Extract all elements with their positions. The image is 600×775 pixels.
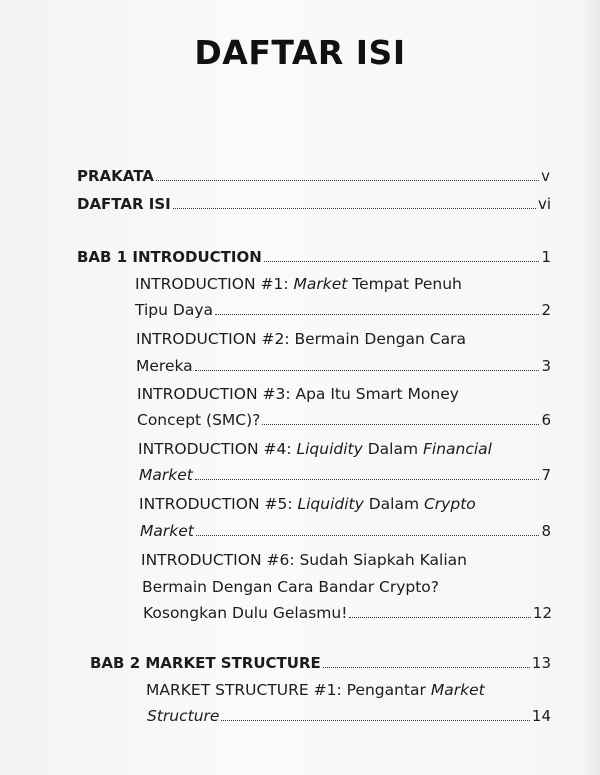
toc-subentry-market-structure-1[interactable]: Structure 14 — [147, 707, 551, 725]
toc-chapter-bab-1[interactable] — [77, 247, 551, 267]
toc-subentry-line[interactable]: INTRODUCTION #5: Liquidity Dalam Crypto — [139, 495, 476, 513]
toc-subentry-line[interactable]: INTRODUCTION #2: Bermain Dengan Cara — [136, 330, 466, 348]
toc-subentry-intro-6[interactable]: Kosongkan Dulu Gelasmu! 12 — [143, 604, 552, 622]
dot-leader — [323, 654, 530, 668]
toc-page-number: 6 — [541, 411, 551, 429]
dot-leader — [195, 357, 540, 371]
toc-subentry-line[interactable]: INTRODUCTION #1: Market Tempat Penuh — [135, 275, 462, 293]
toc-page-number: 7 — [541, 466, 551, 484]
dot-leader — [264, 248, 540, 262]
dot-leader — [221, 707, 529, 721]
dot-leader — [262, 411, 539, 425]
toc-subentry-line[interactable]: Bermain Dengan Cara Bandar Crypto? — [142, 578, 440, 596]
toc-entry-daftar-isi[interactable] — [77, 194, 551, 214]
toc-page-number: v — [541, 167, 550, 185]
toc-subentry-line[interactable]: MARKET STRUCTURE #1: Pengantar Market — [146, 681, 485, 699]
page-spine-shadow — [582, 0, 600, 775]
toc-entry-label: DAFTAR ISI — [77, 195, 171, 213]
toc-page-number: 8 — [541, 522, 551, 540]
toc-subentry-line[interactable]: INTRODUCTION #4: Liquidity Dalam Financial — [138, 440, 492, 458]
dot-leader — [195, 466, 540, 480]
dot-leader — [173, 195, 536, 209]
toc-chapter-label: BAB 2 MARKET STRUCTURE — [90, 654, 321, 672]
dot-leader — [196, 522, 540, 536]
toc-entry-prakata[interactable] — [77, 166, 550, 186]
dot-leader — [156, 167, 539, 181]
toc-page-number: 2 — [541, 301, 551, 319]
dot-leader — [215, 301, 539, 315]
toc-subentry-intro-1[interactable]: Tipu Daya 2 — [135, 301, 551, 319]
toc-page-number: 1 — [541, 248, 551, 266]
toc-page-number: 13 — [531, 654, 551, 672]
toc-subentry-line[interactable]: INTRODUCTION #3: Apa Itu Smart Money — [137, 385, 459, 403]
toc-subentry-intro-2[interactable]: Mereka 3 — [136, 357, 551, 375]
toc-page-number: vi — [537, 195, 551, 213]
toc-page-number: 12 — [532, 604, 552, 622]
toc-subentry-intro-3[interactable]: Concept (SMC)? 6 — [137, 411, 551, 429]
toc-chapter-label: BAB 1 INTRODUCTION — [77, 248, 262, 266]
toc-page-number: 14 — [531, 707, 551, 725]
toc-subentry-intro-5[interactable]: Market 8 — [140, 522, 551, 540]
page-title: DAFTAR ISI — [194, 33, 406, 72]
toc-page-number: 3 — [541, 357, 551, 375]
toc-entry-label: PRAKATA — [77, 167, 154, 185]
toc-chapter-bab-2[interactable] — [90, 653, 551, 673]
toc-subentry-intro-4[interactable]: Market 7 — [139, 466, 551, 484]
dot-leader — [349, 604, 530, 618]
toc-subentry-line[interactable]: INTRODUCTION #6: Sudah Siapkah Kalian — [141, 551, 467, 569]
